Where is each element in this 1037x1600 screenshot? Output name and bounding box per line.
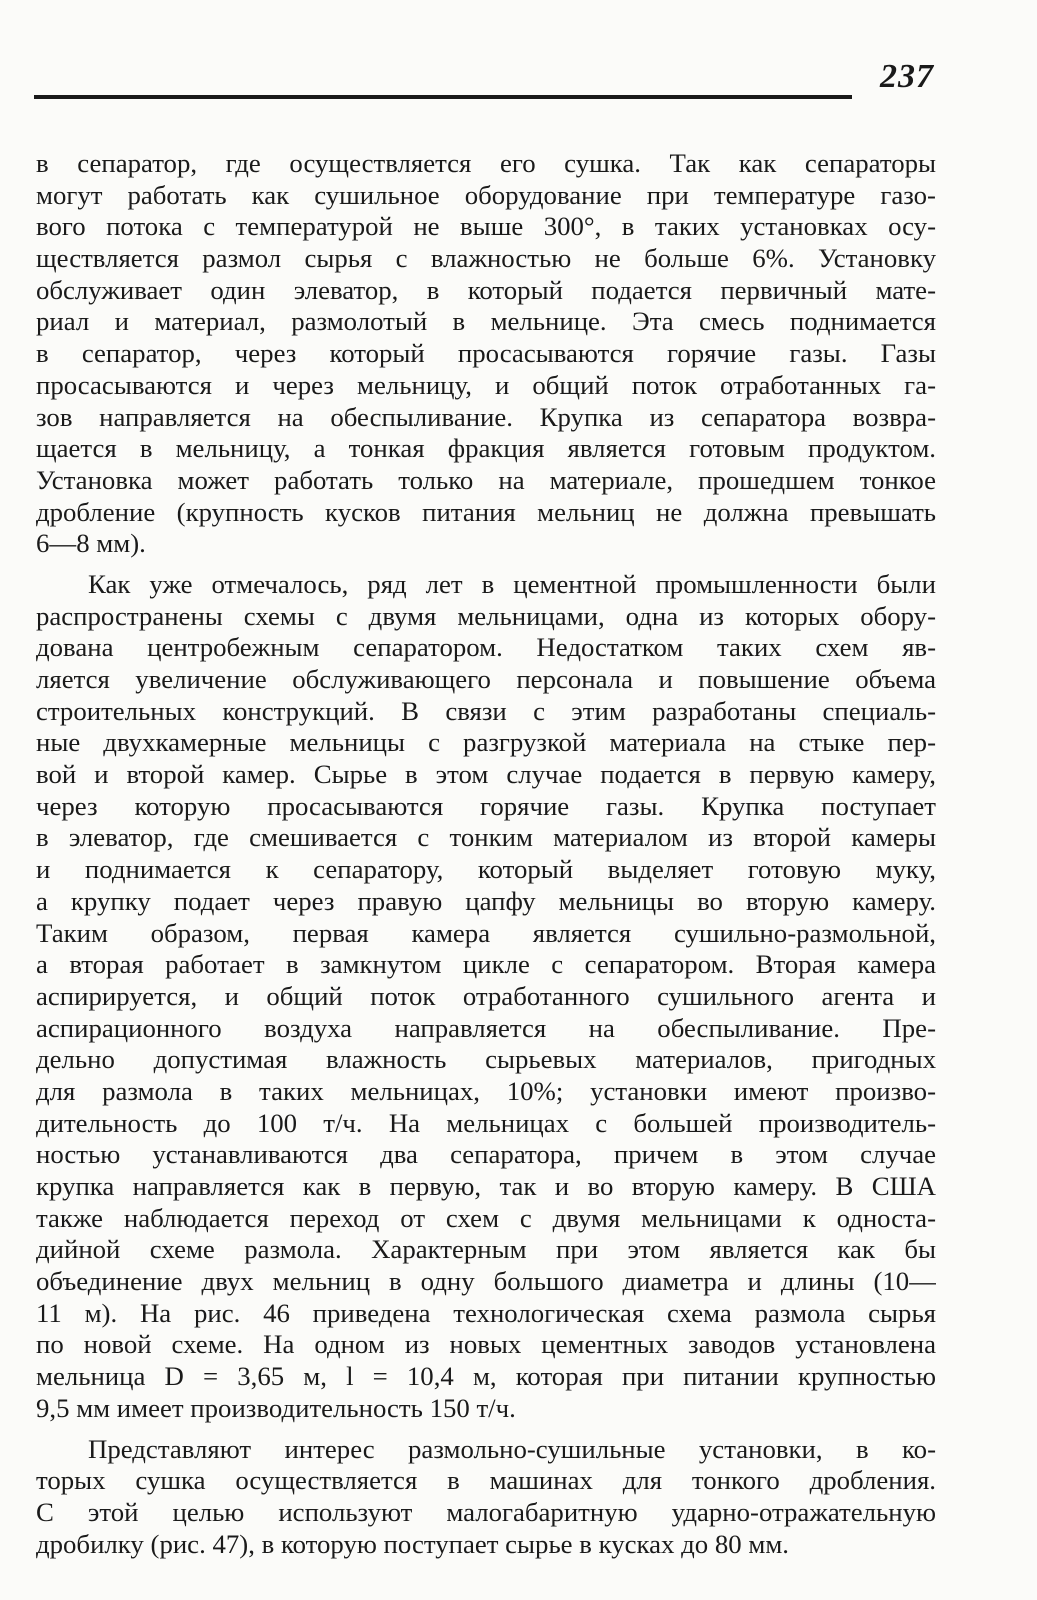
text-line: крупка направляется как в первую, так и во вторую камеру. В США [36, 1171, 936, 1201]
text-line: дительность до 100 т/ч. На мельницах с большей производитель- [36, 1107, 936, 1138]
text-line: аспирационного воздуха направляется на обеспыливание. Пре- [36, 1012, 936, 1043]
paragraph-gap [36, 560, 936, 569]
text-line: в сепаратор, где осуществляется его сушка. Так как сепараторы [36, 148, 936, 178]
text-line: могут работать как сушильное оборудование при температуре газо- [36, 179, 936, 210]
body-text [36, 148, 936, 1560]
text-line: объединение двух мельниц в одну большого диаметра и длины (10— [36, 1266, 936, 1297]
text-line: риал и материал, размолотый в мельнице. Эта смесь поднимается [36, 306, 936, 337]
text-line: Как уже отмечалось, ряд лет в цементной промышленности были [88, 568, 936, 599]
text-line: Установка может работать только на материале, прошедшем тонкое [36, 464, 936, 495]
paragraph [36, 1434, 936, 1561]
text-line: также наблюдается переход от схем с двумя мельницами к односта- [36, 1202, 936, 1233]
header-rule [34, 95, 852, 99]
text-line: и поднимается к сепаратору, который выделяет готовую муку, [36, 854, 936, 885]
text-line: распространены схемы с двумя мельницами, одна из которых обору- [36, 600, 936, 631]
text-line: а вторая работает в замкнутом цикле с сепаратором. Вторая камера [36, 949, 936, 980]
text-line: 11 м). На рис. 46 приведена технологическая схема размола сырья [36, 1297, 936, 1328]
text-line: щается в мельницу, а тонкая фракция является готовым продуктом. [36, 433, 936, 464]
text-line: 6—8 мм). [36, 528, 146, 559]
page-number: 237 [880, 58, 934, 95]
text-line: ществляется размол сырья с влажностью не больше 6%. Установку [36, 243, 936, 274]
text-line: дована центробежным сепаратором. Недостатком таких схем яв- [36, 632, 936, 663]
text-line: дробилку (рис. 47), в которую поступает сырье в кусках до 80 мм. [36, 1528, 789, 1559]
text-line: ностью устанавливаются два сепаратора, причем в этом случае [36, 1139, 936, 1170]
text-line: Представляют интерес размольно-сушильные установки, в ко- [88, 1433, 936, 1464]
text-line: мельница D = 3,65 м, l = 10,4 м, которая при питании крупностью [36, 1361, 936, 1392]
text-line: вой и второй камер. Сырье в этом случае подается в первую камеру, [36, 759, 936, 790]
text-line: торых сушка осуществляется в машинах для тонкого дробления. [36, 1465, 936, 1496]
text-line: аспирируется, и общий поток отработанного сушильного агента и [36, 980, 936, 1011]
text-line: в сепаратор, через который просасываются горячие газы. Газы [36, 338, 936, 369]
text-line: а крупку подает через правую цапфу мельницы во вторую камеру. [36, 885, 936, 916]
text-line: по новой схеме. На одном из новых цементных заводов установлена [36, 1329, 936, 1360]
text-line: обслуживает один элеватор, в который подается первичный мате- [36, 274, 936, 305]
text-line: для размола в таких мельницах, 10%; установки имеют произво- [36, 1075, 936, 1106]
text-line: через которую просасываются горячие газы. Крупка поступает [36, 790, 936, 821]
text-line: вого потока с температурой не выше 300°, в таких установках осу- [36, 211, 936, 242]
text-line: дийной схеме размола. Характерным при этом является как бы [36, 1234, 936, 1265]
text-line: Таким образом, первая камера является сушильно-размольной, [36, 917, 936, 948]
text-line: дробление (крупность кусков питания мельниц не должна превышать [36, 496, 936, 527]
text-line: ные двухкамерные мельницы с разгрузкой материала на стыке пер- [36, 727, 936, 758]
text-line: строительных конструкций. В связи с этим разработаны специаль- [36, 695, 936, 726]
paragraph-gap [36, 1425, 936, 1434]
page-header [34, 58, 934, 102]
text-line: ляется увеличение обслуживающего персонала и повышение объема [36, 664, 936, 694]
text-line: в элеватор, где смешивается с тонким материалом из второй камеры [36, 822, 936, 853]
text-line: зов направляется на обеспыливание. Крупка из сепаратора возвра- [36, 401, 936, 432]
paragraph [36, 148, 936, 560]
paragraph [36, 569, 936, 1425]
text-line: просасываются и через мельницу, и общий поток отработанных га- [36, 369, 936, 400]
text-line: С этой целью используют малогабаритную ударно-отражательную [36, 1496, 936, 1527]
text-line: 9,5 мм имеет производительность 150 т/ч. [36, 1392, 516, 1423]
text-line: дельно допустимая влажность сырьевых материалов, пригодных [36, 1044, 936, 1075]
